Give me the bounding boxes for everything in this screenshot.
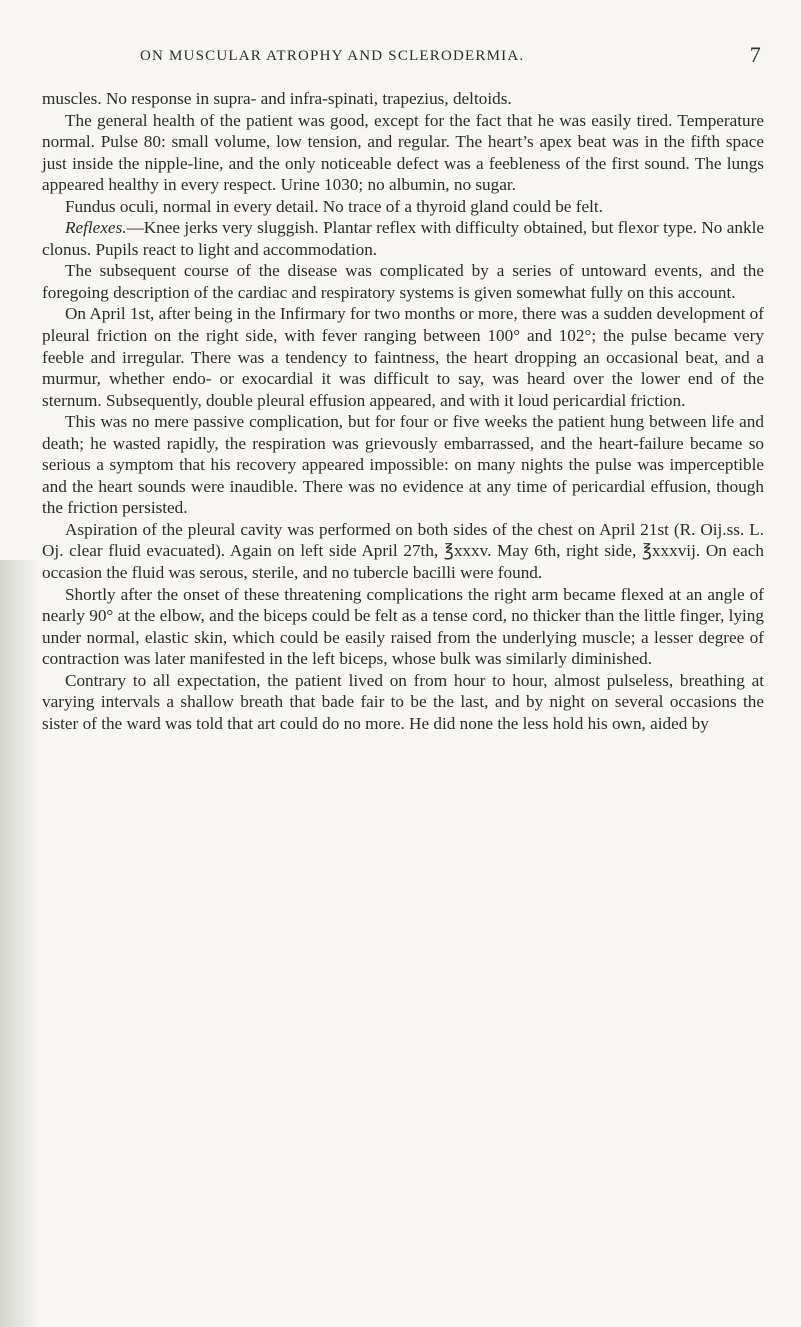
page-edge-shadow — [0, 560, 40, 1327]
running-title: ON MUSCULAR ATROPHY AND SCLERODERMIA. — [140, 48, 525, 64]
paragraph: muscles. No response in supra- and infra-spinati, trapezius, deltoids. — [42, 89, 512, 108]
paragraph: Shortly after the onset of these threatening complications the right arm became flexed at an angle of nearly 90° at the elbow, and the biceps could be felt as a tense cord, no thicker than the little finger, lying under normal, elastic skin, which could be easily raised from the underlying muscle; a lesser degree of contraction was later manifested in the left biceps, whose bulk was similarly diminished. — [42, 584, 764, 669]
paragraph: On April 1st, after being in the Infirmary for two months or more, there was a sudden development of pleural friction on the right side, with fever ranging between 100° and 102°; the pulse became very feeble and irregular. There was a tendency to faintness, the heart dropping an occasional beat, and a murmur, whether endo- or exocardial it was difficult to say, was heard over the lower end of the sternum. Subsequently, double pleural effusion appeared, and with it loud pericardial friction. — [42, 304, 764, 410]
paragraph: This was no mere passive complication, but for four or five weeks the patient hung between life and death; he wasted rapidly, the respiration was grievously embarrassed, and the heart-failure became so serious a symptom that his recovery appeared impossible: on many nights the pulse was imperceptible and the heart sounds were inaudible. There was no evidence at any time of pericardial effusion, though the friction persisted. — [42, 412, 764, 518]
reflexes-heading: Reflexes. — [65, 218, 127, 238]
paragraph: The subsequent course of the disease was complicated by a series of untoward events, and the foregoing description of the cardiac and respiratory systems is given somewhat fully on this account. — [42, 261, 764, 302]
paragraph: Reflexes.—Knee jerks very sluggish. Plantar reflex with difficulty obtained, but flexor type. No ankle clonus. Pupils react to light and accommodation. — [42, 218, 764, 259]
paragraph: Aspiration of the pleural cavity was performed on both sides of the chest on April 21st (R. Oij.ss. L. Oj. clear fluid evacuated). Again on left side April 27th, ℥xxxv. May 6th, right side, ℥xxxvij. On each occasion the fluid was serous, sterile, and no tubercle bacilli were found. — [42, 519, 764, 583]
paragraph: The general health of the patient was good, except for the fact that he was easily tired. Temperature normal. Pulse 80: small volume, low tension, and regular. The heart’s apex beat was in the fifth space just inside the nipple-line, and the only noticeable defect was a feebleness of the first sound. The lungs appeared healthy in every respect. Urine 1030; no albumin, no sugar. — [42, 110, 764, 195]
paragraph: Fundus oculi, normal in every detail. No trace of a thyroid gland could be felt. — [65, 196, 603, 216]
paragraph: Contrary to all expectation, the patient lived on from hour to hour, almost pulseless, breathing at varying intervals a shallow breath that bade fair to be the last, and by night on several occasions the sister of the ward was told that art could do no more. He did none the less hold his own, aided by — [42, 670, 764, 733]
page-number: 7 — [749, 42, 762, 67]
body-text — [42, 88, 764, 734]
